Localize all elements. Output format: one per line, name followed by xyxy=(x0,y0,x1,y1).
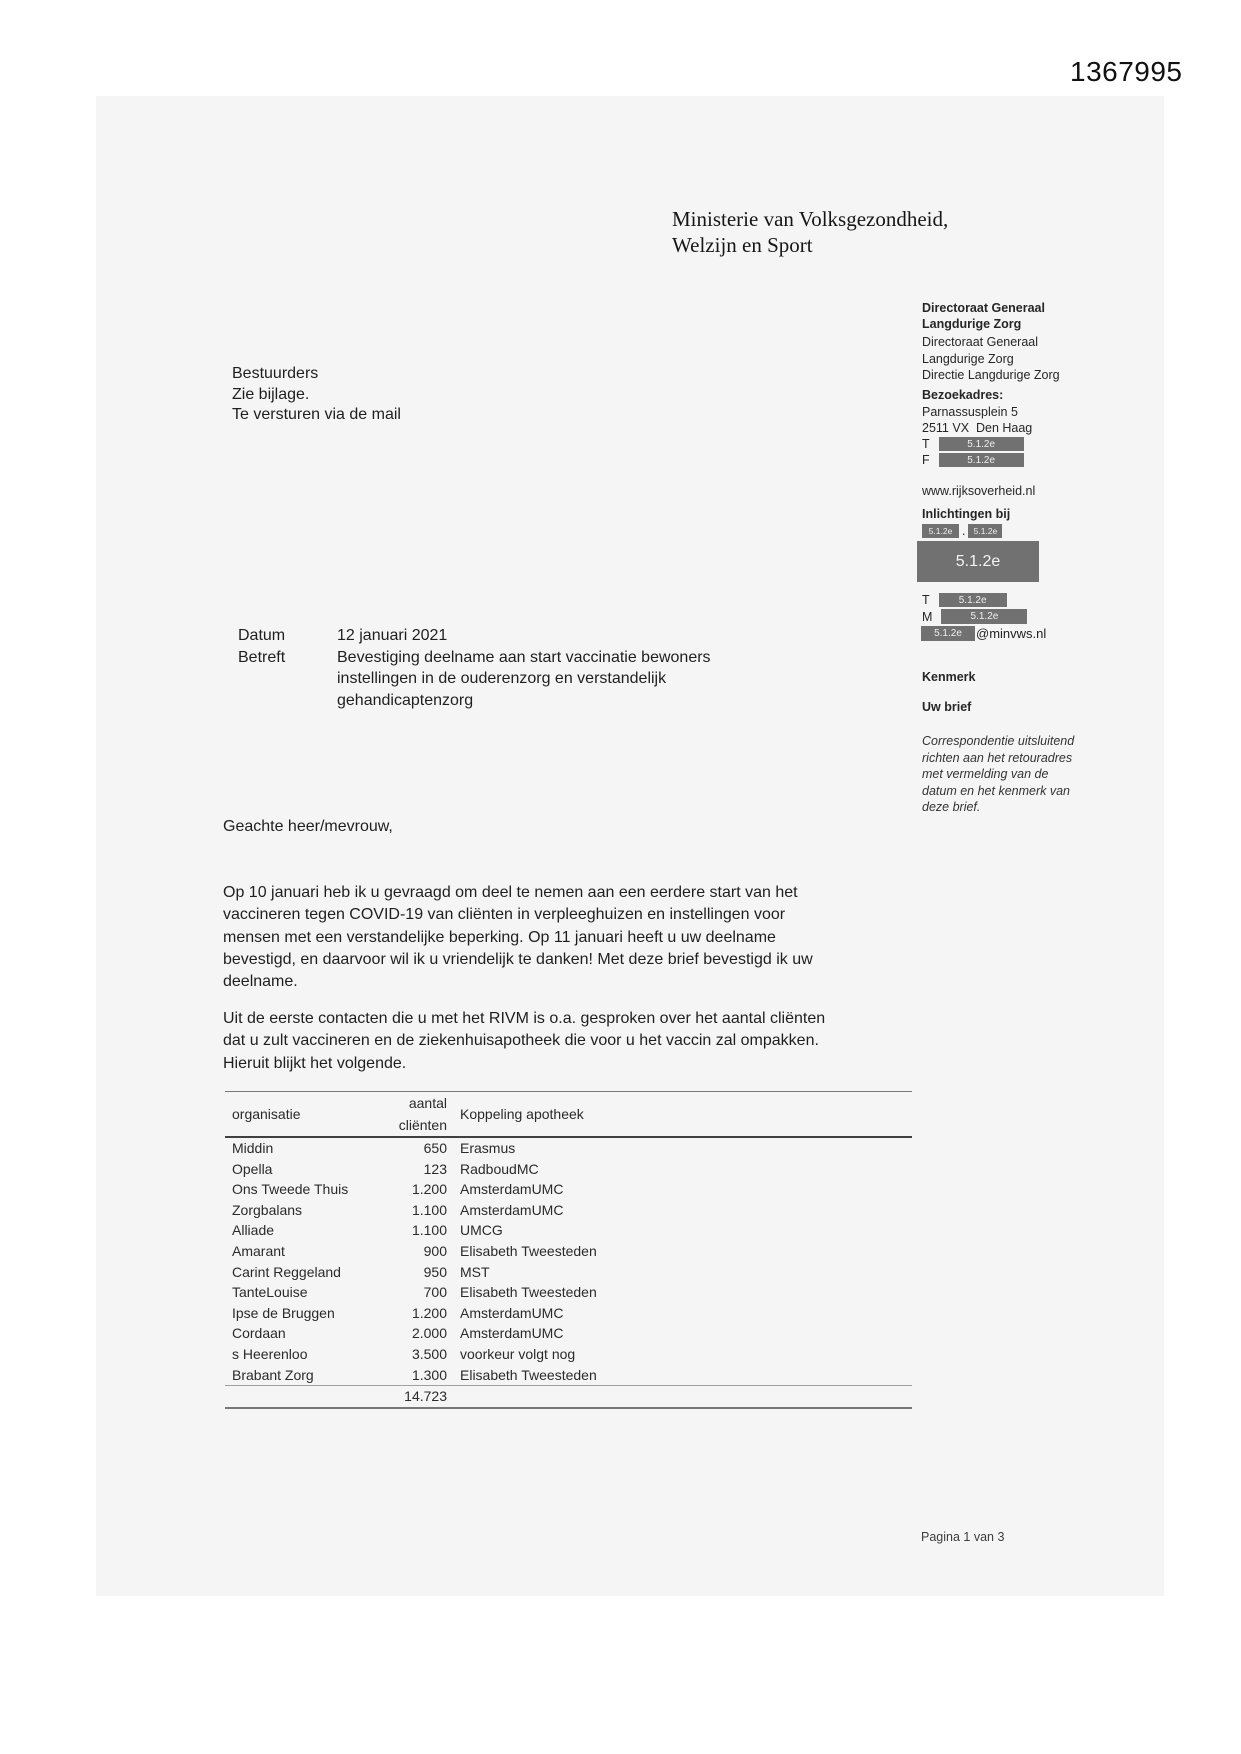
table-row xyxy=(225,1159,912,1180)
client-count-cell: 1.100 xyxy=(411,1201,447,1218)
inquiries-label: Inlichtingen bij xyxy=(922,507,1011,521)
table-row xyxy=(225,1137,912,1159)
recipient-block xyxy=(232,364,401,426)
date-label: Datum xyxy=(238,627,286,644)
directorate-title-line: Directoraat Generaal xyxy=(922,301,1045,315)
correspondence-note: Correspondentie uitsluitend richten aan het retouradres met vermelding van de datum en het kenmerk van deze brief. xyxy=(922,734,1075,814)
client-count-cell: 900 xyxy=(423,1242,447,1259)
phone-row-2 xyxy=(922,593,1092,607)
client-count-cell: 1.200 xyxy=(411,1304,447,1321)
pharmacy-cell: RadboudMC xyxy=(460,1160,539,1177)
pharmacy-cell: AmsterdamUMC xyxy=(460,1201,564,1218)
organisation-cell: Brabant Zorg xyxy=(232,1366,314,1383)
website-link: www.rijksoverheid.nl xyxy=(922,484,1036,498)
organisation-cell: Amarant xyxy=(232,1242,285,1259)
organisation-cell: Carint Reggeland xyxy=(232,1263,341,1280)
organisation-cell: Opella xyxy=(232,1160,273,1177)
organisation-cell: Cordaan xyxy=(232,1325,286,1342)
visit-address-label: Bezoekadres: xyxy=(922,388,1004,402)
organisation-table-wrap xyxy=(225,1091,912,1409)
table-header-row xyxy=(225,1092,912,1138)
pharmacy-cell: Elisabeth Tweesteden xyxy=(460,1366,597,1383)
table-row xyxy=(225,1220,912,1241)
document-number: 1367995 xyxy=(1070,56,1183,87)
client-count-cell: 1.100 xyxy=(411,1222,447,1239)
subject-label: Betreft xyxy=(238,648,286,666)
organisation-cell: Zorgbalans xyxy=(232,1201,303,1218)
client-count-cell: 700 xyxy=(423,1284,447,1301)
date-row xyxy=(238,625,737,647)
visit-address-line: Parnassusplein 5 xyxy=(922,405,1018,419)
table-total-row xyxy=(225,1386,912,1409)
organisation-cell: Ons Tweede Thuis xyxy=(232,1181,349,1198)
organisation-cell: s Heerenloo xyxy=(232,1345,308,1362)
header-aantal-clienten: aantal cliënten xyxy=(375,1092,447,1138)
organisation-cell: Ipse de Bruggen xyxy=(232,1304,335,1321)
redaction-box: 5.1.2e xyxy=(968,524,1002,538)
separator: . xyxy=(962,524,966,538)
redaction-box: 5.1.2e xyxy=(921,626,975,641)
redaction-box: 5.1.2e xyxy=(939,437,1024,451)
meta-block xyxy=(238,625,737,711)
pharmacy-cell: AmsterdamUMC xyxy=(460,1181,564,1198)
ministry-line-1: Ministerie van Volksgezondheid, xyxy=(672,207,949,231)
table-row xyxy=(225,1241,912,1262)
date-value: 12 januari 2021 xyxy=(337,627,448,644)
directorate-lines xyxy=(922,334,1092,384)
mobile-label: M xyxy=(922,609,933,624)
fax-row xyxy=(922,453,1092,467)
redaction-box-large: 5.1.2e xyxy=(917,541,1039,582)
organisation-cell: Alliade xyxy=(232,1222,275,1239)
reference-label: Kenmerk xyxy=(922,670,976,684)
fax-label: F xyxy=(922,453,930,467)
total-empty-cell xyxy=(447,1386,912,1409)
pharmacy-cell: Elisabeth Tweesteden xyxy=(460,1284,597,1301)
table-row xyxy=(225,1200,912,1221)
table-row xyxy=(225,1344,912,1365)
table-row xyxy=(225,1262,912,1283)
redaction-box: 5.1.2e xyxy=(941,609,1027,624)
phone-row xyxy=(922,437,1092,451)
pharmacy-cell: AmsterdamUMC xyxy=(460,1304,564,1321)
pharmacy-cell: voorkeur volgt nog xyxy=(460,1345,576,1362)
client-count-cell: 2.000 xyxy=(411,1325,447,1342)
pharmacy-cell: AmsterdamUMC xyxy=(460,1325,564,1342)
directorate-line: Langdurige Zorg xyxy=(922,351,1014,366)
total-empty-cell xyxy=(225,1386,375,1409)
paragraph-2: Uit de eerste contacten die u met het RIVM is o.a. gesproken over het aantal cliënten dat u zult vaccineren en de ziekenhuisapotheek die voor u het vaccin zal ompakken. Hieruit blijkt het volgende. xyxy=(223,1010,826,1072)
recipient-line: Bestuurders xyxy=(232,365,319,382)
table-row xyxy=(225,1323,912,1344)
subject-value: Bevestiging deelname aan start vaccinatie bewoners instellingen in de ouderenzorg en verstandelijk gehandicaptenzorg xyxy=(337,648,711,709)
directorate-line: Directoraat Generaal xyxy=(922,335,1039,349)
client-count-cell: 650 xyxy=(423,1140,447,1156)
table-row xyxy=(225,1303,912,1324)
directorate-title xyxy=(922,300,1092,332)
mobile-row xyxy=(922,609,1092,624)
recipient-line: Te versturen via de mail xyxy=(232,406,401,423)
redaction-box: 5.1.2e xyxy=(922,524,959,538)
pharmacy-cell: UMCG xyxy=(460,1222,503,1239)
email-row xyxy=(921,626,1091,641)
inquiries-names-row xyxy=(922,524,1092,538)
client-count-cell: 1.300 xyxy=(411,1366,447,1383)
header-organisatie: organisatie xyxy=(225,1092,375,1138)
your-letter-label: Uw brief xyxy=(922,700,972,714)
organisation-cell: TanteLouise xyxy=(232,1284,308,1301)
client-count-cell: 3.500 xyxy=(411,1345,447,1362)
client-count-cell: 950 xyxy=(423,1263,447,1280)
redaction-box: 5.1.2e xyxy=(939,453,1024,467)
table-row xyxy=(225,1179,912,1200)
pharmacy-cell: MST xyxy=(460,1263,490,1280)
email-suffix: @minvws.nl xyxy=(976,626,1047,641)
table-row xyxy=(225,1365,912,1386)
paragraph-1: Op 10 januari heb ik u gevraagd om deel te nemen aan een eerdere start van het vaccineren tegen COVID-19 van cliënten in verpleeghuizen en instellingen voor mensen met een verstandelijke beperking. Op 11 januari heeft u uw deelname bevestigd, en daarvoor wil ik u vriendelijk te danken! Met deze brief bevestigd ik uw deelname. xyxy=(223,884,813,991)
page-indicator: Pagina 1 van 3 xyxy=(921,1530,1005,1544)
visit-address-line: 2511 VX Den Haag xyxy=(922,421,1033,435)
organisation-table xyxy=(225,1091,912,1409)
ministry-header xyxy=(672,206,948,258)
pharmacy-cell: Erasmus xyxy=(460,1140,516,1156)
table-body xyxy=(225,1137,912,1386)
ministry-line-2: Welzijn en Sport xyxy=(672,233,813,257)
recipient-line: Zie bijlage. xyxy=(232,385,310,403)
table-row xyxy=(225,1282,912,1303)
pharmacy-cell: Elisabeth Tweesteden xyxy=(460,1242,597,1259)
phone-label: T xyxy=(922,437,930,451)
organisation-cell: Middin xyxy=(232,1140,274,1156)
client-count-cell: 1.200 xyxy=(411,1181,447,1198)
visit-address xyxy=(922,404,1092,436)
total-value: 14.723 xyxy=(375,1386,447,1409)
directorate-title-line: Langdurige Zorg xyxy=(922,317,1022,331)
salutation: Geachte heer/mevrouw, xyxy=(223,818,393,835)
subject-row xyxy=(238,647,737,712)
directorate-line: Directie Langdurige Zorg xyxy=(922,368,1060,382)
phone-label: T xyxy=(922,593,930,607)
header-koppeling-apotheek: Koppeling apotheek xyxy=(447,1092,912,1138)
client-count-cell: 123 xyxy=(423,1160,447,1177)
redaction-box: 5.1.2e xyxy=(939,593,1007,607)
